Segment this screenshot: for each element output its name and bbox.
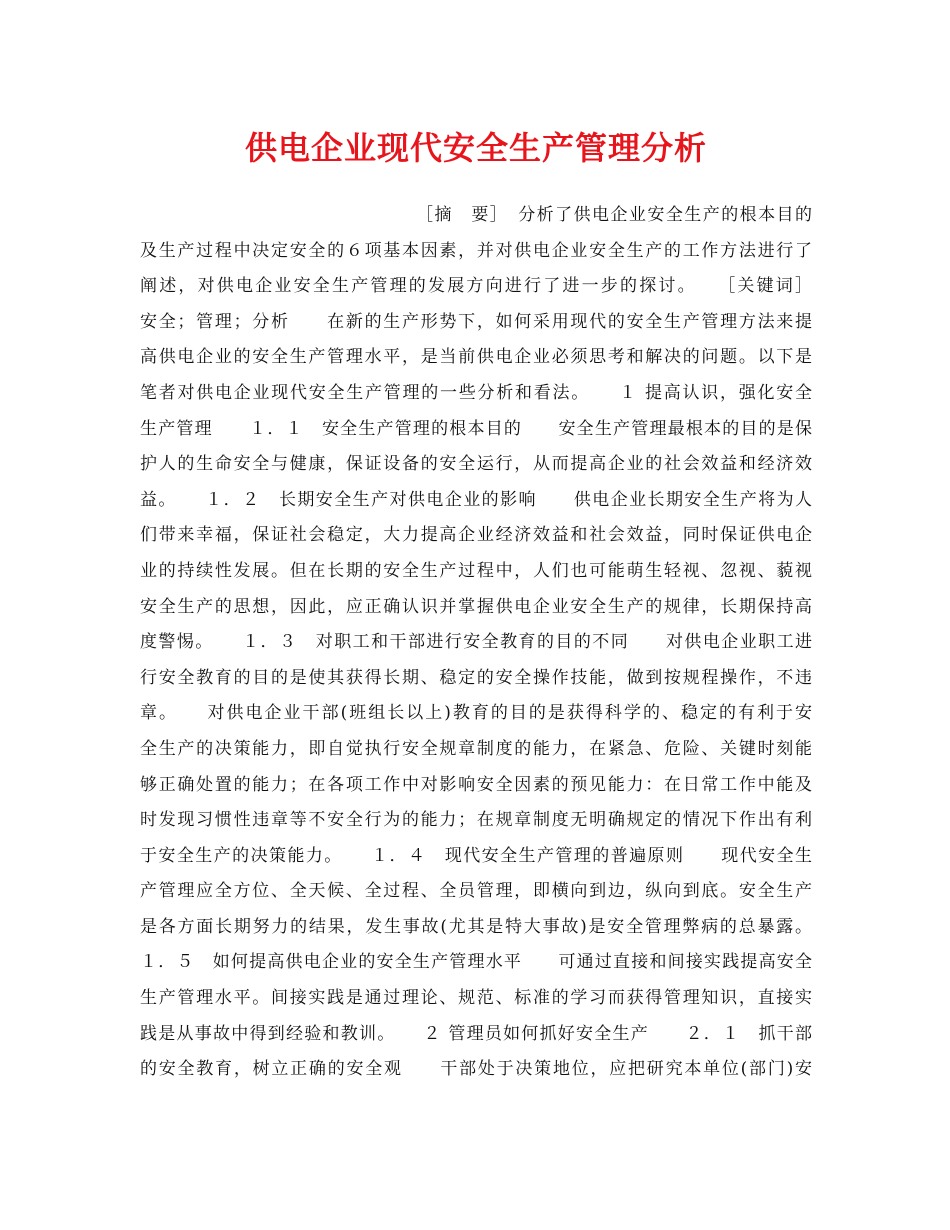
body-line: 产管理应全方位、全天候、全过程、全员管理，即横向到边，纵向到底。安全生产 bbox=[140, 881, 812, 902]
body-line: 生产管理水平。间接实践是通过理论、规范、标准的学习而获得管理知识，直接实 bbox=[140, 988, 812, 1009]
body-line: ［摘 要］ 分析了供电企业安全生产的根本目的 bbox=[416, 205, 812, 225]
body-line: 阐述，对供电企业安全生产管理的发展方向进行了进一步的探讨。 ［关键词］ bbox=[140, 276, 812, 297]
body-line: 于安全生产的决策能力。 １．４ 现代安全生产管理的普遍原则 现代安全生 bbox=[140, 845, 812, 866]
body-line: 度警惕。 １．３ 对职工和干部进行安全教育的目的不同 对供电企业职工进 bbox=[140, 632, 812, 653]
body-line: 益。 １．２ 长期安全生产对供电企业的影响 供电企业长期安全生产将为人 bbox=[140, 489, 812, 510]
body-line: 时发现习惯性违章等不安全行为的能力；在规章制度无明确规定的情况下作出有利 bbox=[140, 810, 812, 831]
body-line: 安全；管理；分析 在新的生产形势下，如何采用现代的安全生产管理方法来提 bbox=[140, 311, 812, 332]
body-line: 护人的生命安全与健康，保证设备的安全运行，从而提高企业的社会效益和经济效 bbox=[140, 454, 812, 475]
body-line: 们带来幸福，保证社会稳定，大力提高企业经济效益和社会效益，同时保证供电企 bbox=[140, 525, 812, 546]
body-line: 笔者对供电企业现代安全生产管理的一些分析和看法。 １ 提高认识，强化安全 bbox=[140, 382, 812, 403]
body-line: 及生产过程中决定安全的６项基本因素，并对供电企业安全生产的工作方法进行了 bbox=[140, 240, 812, 261]
body-line: 全生产的决策能力，即自觉执行安全规章制度的能力，在紧急、危险、关键时刻能 bbox=[140, 738, 812, 759]
body-line: 高供电企业的安全生产管理水平，是当前供电企业必须思考和解决的问题。以下是 bbox=[140, 347, 812, 368]
body-line: 业的持续性发展。但在长期的安全生产过程中，人们也可能萌生轻视、忽视、藐视 bbox=[140, 560, 812, 581]
body-line: 践是从事故中得到经验和教训。 ２ 管理员如何抓好安全生产 ２．１ 抓干部 bbox=[140, 1023, 812, 1044]
article-body bbox=[140, 198, 812, 1088]
body-line: 行安全教育的目的是使其获得长期、稳定的安全操作技能，做到按规程操作，不违 bbox=[140, 667, 812, 688]
body-line: １．５ 如何提高供电企业的安全生产管理水平 可通过直接和间接实践提高安全 bbox=[140, 952, 812, 973]
article-title: 供电企业现代安全生产管理分析 bbox=[244, 129, 707, 167]
body-line: 章。 对供电企业干部(班组长以上)教育的目的是获得科学的、稳定的有利于安 bbox=[140, 703, 812, 724]
body-line: 生产管理 １．１ 安全生产管理的根本目的 安全生产管理最根本的目的是保 bbox=[140, 418, 812, 439]
body-line: 的安全教育，树立正确的安全观 干部处于决策地位，应把研究本单位(部门)安 bbox=[140, 1059, 812, 1080]
body-line: 是各方面长期努力的结果，发生事故(尤其是特大事故)是安全管理弊病的总暴露。 bbox=[140, 916, 812, 937]
body-line: 安全生产的思想，因此，应正确认识并掌握供电企业安全生产的规律，长期保持高 bbox=[140, 596, 812, 617]
body-line: 够正确处置的能力；在各项工作中对影响安全因素的预见能力：在日常工作中能及 bbox=[140, 774, 812, 795]
